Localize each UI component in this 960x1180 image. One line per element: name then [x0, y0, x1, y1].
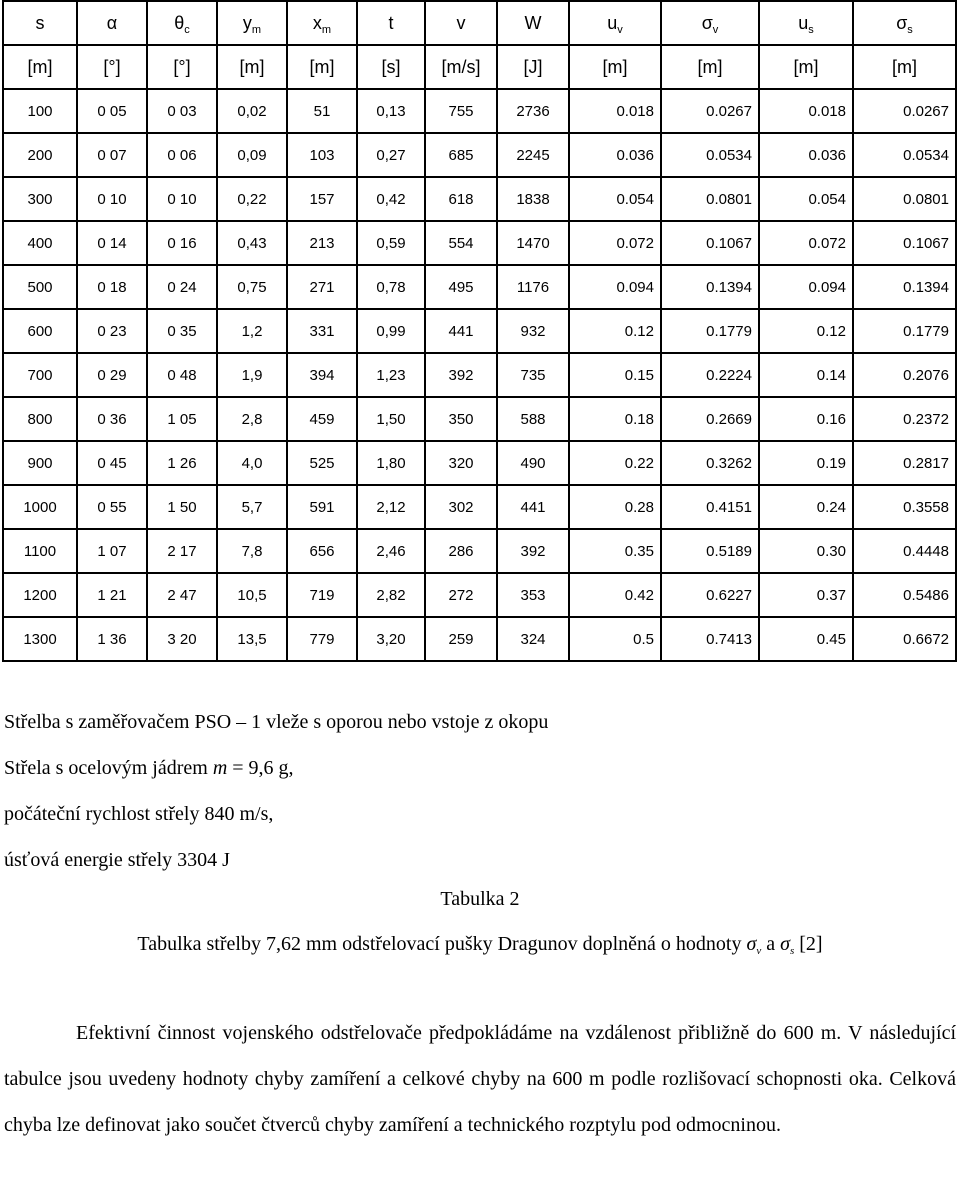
table-header-row — [3, 1, 956, 45]
table-cell: 0.30 — [759, 529, 853, 573]
table-cell: 588 — [497, 397, 569, 441]
table-cell: 13,5 — [217, 617, 287, 661]
table-cell: 1200 — [3, 573, 77, 617]
unit-cell: [s] — [357, 45, 425, 89]
table-cell: 0.5189 — [661, 529, 759, 573]
table-cell: 0.0534 — [661, 133, 759, 177]
table-cell: 490 — [497, 441, 569, 485]
header-cell: $\sigma_s$ — [853, 1, 956, 45]
table-cell: 1100 — [3, 529, 77, 573]
table-cell: 0 45 — [77, 441, 147, 485]
table-row — [3, 309, 956, 353]
table-cell: 0.3262 — [661, 441, 759, 485]
sigma-s-symbol: $\sigma_s$ — [780, 933, 795, 957]
table-cell: 350 — [425, 397, 497, 441]
table-cell: 591 — [287, 485, 357, 529]
table-cell: 200 — [3, 133, 77, 177]
unit-cell: [°] — [77, 45, 147, 89]
table-cell: 2,8 — [217, 397, 287, 441]
table-cell: 331 — [287, 309, 357, 353]
table-cell: 324 — [497, 617, 569, 661]
header-cell: s — [3, 1, 77, 45]
table-cell: 0 10 — [77, 177, 147, 221]
table-cell: 300 — [3, 177, 77, 221]
table-cell: 0,22 — [217, 177, 287, 221]
table-cell: 2736 — [497, 89, 569, 133]
table-cell: 0,59 — [357, 221, 425, 265]
table-cell: 157 — [287, 177, 357, 221]
table-cell: 735 — [497, 353, 569, 397]
table-cell: 0.1779 — [853, 309, 956, 353]
table-cell: 320 — [425, 441, 497, 485]
table-cell: 0.072 — [759, 221, 853, 265]
unit-cell: [m] — [217, 45, 287, 89]
unit-cell: [m] — [759, 45, 853, 89]
table-cell: 0.054 — [759, 177, 853, 221]
table-cell: 0.15 — [569, 353, 661, 397]
table-cell: 1,23 — [357, 353, 425, 397]
table-cell: 0 29 — [77, 353, 147, 397]
table-cell: 3,20 — [357, 617, 425, 661]
caption-reference: [2] — [794, 933, 823, 955]
table-cell: 392 — [425, 353, 497, 397]
table-cell: 1 07 — [77, 529, 147, 573]
table-cell: 0.2669 — [661, 397, 759, 441]
table-row — [3, 617, 956, 661]
table-cell: 0,02 — [217, 89, 287, 133]
table-cell: 1,9 — [217, 353, 287, 397]
table-cell: 0.42 — [569, 573, 661, 617]
table-cell: 0 05 — [77, 89, 147, 133]
table-cell: 495 — [425, 265, 497, 309]
table-cell: 213 — [287, 221, 357, 265]
table-cell: 0.0534 — [853, 133, 956, 177]
header-cell: $y_m$ — [217, 1, 287, 45]
table-cell: 286 — [425, 529, 497, 573]
table-cell: 0.1394 — [661, 265, 759, 309]
table-caption — [0, 933, 960, 956]
table-cell: 0.1394 — [853, 265, 956, 309]
note-line-3: počáteční rychlost střely 840 m/s, — [4, 803, 274, 825]
table-row — [3, 133, 956, 177]
table-cell: 500 — [3, 265, 77, 309]
unit-cell: [J] — [497, 45, 569, 89]
table-cell: 1,50 — [357, 397, 425, 441]
note-line-2-prefix: Střela s ocelovým jádrem — [4, 757, 213, 779]
table-cell: 0 23 — [77, 309, 147, 353]
table-cell: 1 05 — [147, 397, 217, 441]
table-cell: 0.12 — [569, 309, 661, 353]
table-cell: 0.036 — [759, 133, 853, 177]
table-cell: 0.5 — [569, 617, 661, 661]
table-cell: 656 — [287, 529, 357, 573]
table-row — [3, 441, 956, 485]
table-cell: 0 35 — [147, 309, 217, 353]
table-cell: 0.3558 — [853, 485, 956, 529]
table-cell: 2 17 — [147, 529, 217, 573]
table-cell: 0.094 — [759, 265, 853, 309]
table-cell: 0.018 — [569, 89, 661, 133]
table-cell: 900 — [3, 441, 77, 485]
table-cell: 459 — [287, 397, 357, 441]
table-cell: 0.1779 — [661, 309, 759, 353]
table-cell: 0.094 — [569, 265, 661, 309]
table-units-row — [3, 45, 956, 89]
table-row — [3, 397, 956, 441]
table-cell: 600 — [3, 309, 77, 353]
note-line-2-suffix: = 9,6 g, — [227, 757, 294, 779]
table-cell: 1838 — [497, 177, 569, 221]
table-cell: 0.1067 — [661, 221, 759, 265]
table-cell: 7,8 — [217, 529, 287, 573]
header-cell: $u_v$ — [569, 1, 661, 45]
table-cell: 0.2076 — [853, 353, 956, 397]
table-cell: 0.2372 — [853, 397, 956, 441]
table-cell: 0.16 — [759, 397, 853, 441]
table-cell: 0,27 — [357, 133, 425, 177]
table-cell: 394 — [287, 353, 357, 397]
sigma-v-symbol: $\sigma_v$ — [746, 933, 762, 957]
table-cell: 685 — [425, 133, 497, 177]
unit-cell: [°] — [147, 45, 217, 89]
table-cell: 0.018 — [759, 89, 853, 133]
table-cell: 0,42 — [357, 177, 425, 221]
table-cell: 0.18 — [569, 397, 661, 441]
table-cell: 755 — [425, 89, 497, 133]
table-cell: 0.35 — [569, 529, 661, 573]
note-line-1: Střelba s zaměřovačem PSO – 1 vleže s oporou nebo vstoje z okopu — [4, 711, 549, 733]
table-cell: 0,43 — [217, 221, 287, 265]
table-cell: 0.0267 — [661, 89, 759, 133]
table-cell: 2,82 — [357, 573, 425, 617]
table-cell: 0.7413 — [661, 617, 759, 661]
table-cell: 100 — [3, 89, 77, 133]
table-cell: 525 — [287, 441, 357, 485]
table-cell: 2,12 — [357, 485, 425, 529]
table-cell: 618 — [425, 177, 497, 221]
table-cell: 1 50 — [147, 485, 217, 529]
table-cell: 0,09 — [217, 133, 287, 177]
table-cell: 0.45 — [759, 617, 853, 661]
table-cell: 271 — [287, 265, 357, 309]
header-cell: $\sigma_v$ — [661, 1, 759, 45]
unit-cell: [m] — [661, 45, 759, 89]
table-cell: 0.072 — [569, 221, 661, 265]
unit-cell: [m] — [3, 45, 77, 89]
header-cell: $\theta_c$ — [147, 1, 217, 45]
table-cell: 0.14 — [759, 353, 853, 397]
table-row — [3, 573, 956, 617]
table-cell: 932 — [497, 309, 569, 353]
mass-variable: m — [212, 757, 228, 779]
table-cell: 0.054 — [569, 177, 661, 221]
table-cell: 1176 — [497, 265, 569, 309]
table-cell: 10,5 — [217, 573, 287, 617]
header-cell: α — [77, 1, 147, 45]
table-row — [3, 529, 956, 573]
header-cell: t — [357, 1, 425, 45]
table-cell: 2 47 — [147, 573, 217, 617]
table-row — [3, 221, 956, 265]
table-cell: 0.0267 — [853, 89, 956, 133]
table-cell: 0.2224 — [661, 353, 759, 397]
table-label: Tabulka 2 — [440, 888, 520, 910]
table-cell: 1 26 — [147, 441, 217, 485]
table-cell: 700 — [3, 353, 77, 397]
table-cell: 0,78 — [357, 265, 425, 309]
table-cell: 0.5486 — [853, 573, 956, 617]
header-cell: $x_m$ — [287, 1, 357, 45]
table-cell: 1 21 — [77, 573, 147, 617]
unit-cell: [m/s] — [425, 45, 497, 89]
table-cell: 1,80 — [357, 441, 425, 485]
table-cell: 0.19 — [759, 441, 853, 485]
table-cell: 1,2 — [217, 309, 287, 353]
table-cell: 0 14 — [77, 221, 147, 265]
table-cell: 0 16 — [147, 221, 217, 265]
table-row — [3, 485, 956, 529]
table-cell: 392 — [497, 529, 569, 573]
body-paragraph: Efektivní činnost vojenského odstřelovače předpokládáme na vzdálenost přibližně do 600 m. V následující tabulce jsou uvedeny hodnoty chyby zamíření a celkové chyby na 600 m podle rozlišovací schopnosti oka. Celková chyba lze definovat jako součet čtverců chyby zamíření a technického rozptylu pod odmocninou. — [4, 1022, 956, 1136]
table-cell: 1470 — [497, 221, 569, 265]
table-cell: 0.0801 — [661, 177, 759, 221]
table-cell: 0.4151 — [661, 485, 759, 529]
table-cell: 302 — [425, 485, 497, 529]
firing-table-container — [2, 0, 955, 662]
table-row — [3, 265, 956, 309]
table-cell: 103 — [287, 133, 357, 177]
table-cell: 0.0801 — [853, 177, 956, 221]
table-row — [3, 177, 956, 221]
table-cell: 1000 — [3, 485, 77, 529]
table-cell: 0.24 — [759, 485, 853, 529]
table-cell: 0.37 — [759, 573, 853, 617]
table-cell: 0.22 — [569, 441, 661, 485]
table-cell: 2,46 — [357, 529, 425, 573]
table-cell: 1300 — [3, 617, 77, 661]
table-cell: 779 — [287, 617, 357, 661]
table-cell: 0.2817 — [853, 441, 956, 485]
unit-cell: [m] — [569, 45, 661, 89]
table-cell: 4,0 — [217, 441, 287, 485]
table-cell: 0 06 — [147, 133, 217, 177]
note-line-2 — [4, 758, 954, 778]
table-row — [3, 89, 956, 133]
header-cell: $u_s$ — [759, 1, 853, 45]
table-cell: 0.4448 — [853, 529, 956, 573]
header-cell: v — [425, 1, 497, 45]
table-cell: 0,75 — [217, 265, 287, 309]
table-cell: 0,99 — [357, 309, 425, 353]
table-cell: 800 — [3, 397, 77, 441]
table-cell: 441 — [497, 485, 569, 529]
table-cell: 2245 — [497, 133, 569, 177]
table-cell: 0.6672 — [853, 617, 956, 661]
caption-text: Tabulka střelby 7,62 mm odstřelovací pušky Dragunov doplněná o hodnoty — [137, 933, 747, 955]
unit-cell: [m] — [853, 45, 956, 89]
table-cell: 0 07 — [77, 133, 147, 177]
table-cell: 0.1067 — [853, 221, 956, 265]
table-body — [3, 89, 956, 661]
table-cell: 0 18 — [77, 265, 147, 309]
table-cell: 0.28 — [569, 485, 661, 529]
caption-connector: a — [761, 933, 781, 955]
unit-cell: [m] — [287, 45, 357, 89]
table-row — [3, 353, 956, 397]
table-cell: 441 — [425, 309, 497, 353]
table-cell: 719 — [287, 573, 357, 617]
table-cell: 400 — [3, 221, 77, 265]
table-cell: 1 36 — [77, 617, 147, 661]
table-cell: 272 — [425, 573, 497, 617]
table-cell: 0 03 — [147, 89, 217, 133]
table-cell: 0.12 — [759, 309, 853, 353]
table-cell: 0,13 — [357, 89, 425, 133]
table-cell: 0.036 — [569, 133, 661, 177]
table-cell: 0 24 — [147, 265, 217, 309]
table-cell: 0 36 — [77, 397, 147, 441]
table-cell: 0 10 — [147, 177, 217, 221]
table-cell: 554 — [425, 221, 497, 265]
header-cell: W — [497, 1, 569, 45]
table-cell: 0.6227 — [661, 573, 759, 617]
table-cell: 0 55 — [77, 485, 147, 529]
table-cell: 353 — [497, 573, 569, 617]
table-cell: 5,7 — [217, 485, 287, 529]
firing-table — [2, 0, 957, 662]
note-line-4: úsťová energie střely 3304 J — [4, 849, 230, 871]
table-cell: 259 — [425, 617, 497, 661]
table-cell: 3 20 — [147, 617, 217, 661]
table-cell: 51 — [287, 89, 357, 133]
table-cell: 0 48 — [147, 353, 217, 397]
